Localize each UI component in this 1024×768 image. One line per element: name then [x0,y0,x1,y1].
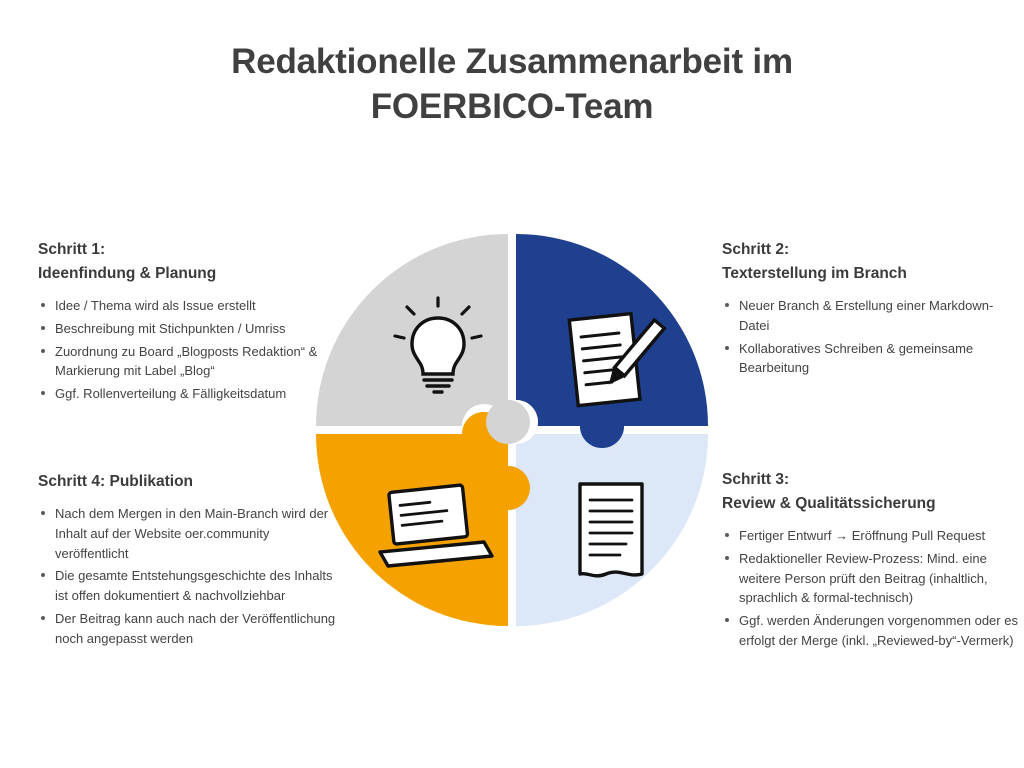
page-title-line-1: Redaktionelle Zusammenarbeit im [231,42,793,81]
list-item: Idee / Thema wird als Issue erstellt [38,296,338,316]
step-1-title-line-1: Schritt 1: [38,241,106,258]
list-item: Fertiger Entwurf → Eröffnung Pull Request [722,526,1024,546]
step-4-bullet-list [38,504,338,648]
list-item: Kollaboratives Schreiben & gemeinsame Bearbeitung [722,339,1022,379]
list-item: Redaktioneller Review-Prozess: Mind. eine weitere Person prüft den Beitrag (inhaltlich, sprachlich & formal-technisch) [722,549,1024,608]
step-block-4 [38,470,338,651]
list-item: Der Beitrag kann auch nach der Veröffentlichung noch angepasst werden [38,609,338,649]
list-item: Zuordnung zu Board „Blogposts Redaktion“ & Markierung mit Label „Blog“ [38,342,338,382]
list-item: Die gesamte Entstehungsgeschichte des Inhalts ist offen dokumentiert & nachvollziehbar [38,566,338,606]
step-3-title-line-2: Review & Qualitätssicherung [722,495,936,513]
step-2-title-line-2: Texterstellung im Branch [722,265,907,283]
list-item: Ggf. werden Änderungen vorgenommen oder es erfolgt der Merge (inkl. „Reviewed-by“-Vermerk) [722,611,1024,651]
step-3-bullet-list [722,526,1024,651]
step-block-2 [722,238,1022,381]
page-title [0,40,1024,130]
step-block-1 [38,238,338,407]
puzzle-diagram [312,230,712,630]
step-2-bullet-list [722,296,1022,378]
step-1-bullet-list [38,296,338,404]
step-1-title-line-2: Ideenfindung & Planung [38,265,217,283]
step-4-title-line-1: Schritt 4: Publikation [38,473,194,490]
step-2-title [722,238,1022,286]
list-item: Nach dem Mergen in den Main-Branch wird der Inhalt auf der Website oer.community veröffentlicht [38,504,338,563]
step-3-title-line-1: Schritt 3: [722,471,790,488]
step-1-title [38,238,338,286]
step-block-3 [722,468,1024,654]
document-lines-icon [580,484,642,576]
page-title-line-2: FOERBICO-Team [370,86,654,126]
step-4-title [38,470,338,494]
step-2-title-line-1: Schritt 2: [722,241,790,258]
list-item: Ggf. Rollenverteilung & Fälligkeitsdatum [38,384,338,404]
step-3-title [722,468,1024,516]
list-item: Beschreibung mit Stichpunkten / Umriss [38,319,338,339]
list-item: Neuer Branch & Erstellung einer Markdown-Datei [722,296,1022,336]
